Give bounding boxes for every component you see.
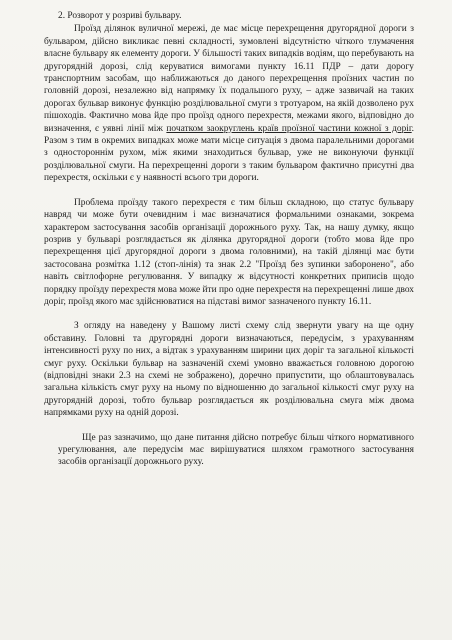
- paragraph-4: Ще раз зазначимо, що дане питання дійсно потребує більш чіткого нормативного урегулювання, але передусім має вирішуватися шляхом грамотного застосування засобів організації дорожнього руху.: [58, 432, 414, 468]
- paragraph-2: Проблема проїзду такого перехрестя є тим більш складною, що статус бульвару навряд чи може бути очевидним і має визначатися формальними ознаками, зокрема характером застосування засобів організації дорожнього руху. Так, на нашу думку, якщо розрив у бульварі розглядається як ділянка другорядної дороги (тобто мова йде про перехрещення цієї другорядної дороги з двома головними), на такій ділянці має бути застосована розмітка 1.12 (стоп-лінія) та знак 2.2 "Проїзд без зупинки заборонено", або навіть світлофорне регулювання. У випадку ж відсутності конкретних приписів щодо порядку проїзду перехрестя мова може йти про одне перехрестя на перехрещенні лише двох доріг, проїзд якого має здійснюватися на підставі вимог зазначеного пункту 16.11.: [44, 197, 414, 307]
- paragraph-gap: [44, 308, 414, 320]
- paragraph-gap: [44, 185, 414, 197]
- paragraph-3: З огляду на наведену у Вашому листі схему слід звернути увагу на ще одну обставину. Головні та другорядні дороги визначаються, передусім, з урахуванням інтенсивності руху по них, а відтак з урахуванням ширини цих доріг та загальної кількості смуг руху. Оскільки бульвар на зазначеній схемі умовно вважається головною дорогою (відповідні знаки 2.3 на схемі не зображено), доречно припустити, що облаштовувалась загальна кількість смуг руху на ньому по відношенню до загальної кількості смуг руху на другорядній дорозі, тобто бульвар розглядається як розділювальна смуга між двома напрямками руху на одній дорозі.: [44, 321, 414, 419]
- section-heading: 2. Розворот у розриві бульвару.: [58, 11, 182, 21]
- paragraph-1-underlined: початком заокруглень країв проїзної частини кожної з доріг: [166, 123, 412, 134]
- paragraph-1: [44, 23, 414, 184]
- paragraph-1-part-b: . Разом з тим в окремих випадках може мати місце ситуація з двома паралельними дорогами з одностороннім рухом, між якими знаходиться бульвар, уже не виконуючи функції розділювальної смуги. На перехрещенні дороги з таким бульваром фактично присутні два перехрестя, оскільки є у наявності всього три дороги.: [44, 123, 414, 184]
- paragraph-1-part-a: Проїзд ділянок вуличної мережі, де має місце перехрещення другорядної дороги з бульваром, дійсно викликає певні складності, зумовлені відсутністю чіткого тлумачення власне бульвару як елементу дороги. У більшості таких випадків водіям, що перебувають на другорядній дорозі, слід керуватися вимогами пункту 16.11 ПДР – дати дорогу транспортним засобам, що наближаються до даного перехрещення проїзних частин по головній дорозі, незалежно від напрямку їх подальшого руху, – адже зазвичай на таких дорогах бульвар виконує функцію розділювальної смуги з тротуаром, на якій дозволено рух пішоходів. Фактично мова йде про проїзд одного перехрестя, межами якого, відповідно до визначення, є уявні лінії між: [44, 24, 414, 134]
- paragraph-gap: [44, 420, 414, 432]
